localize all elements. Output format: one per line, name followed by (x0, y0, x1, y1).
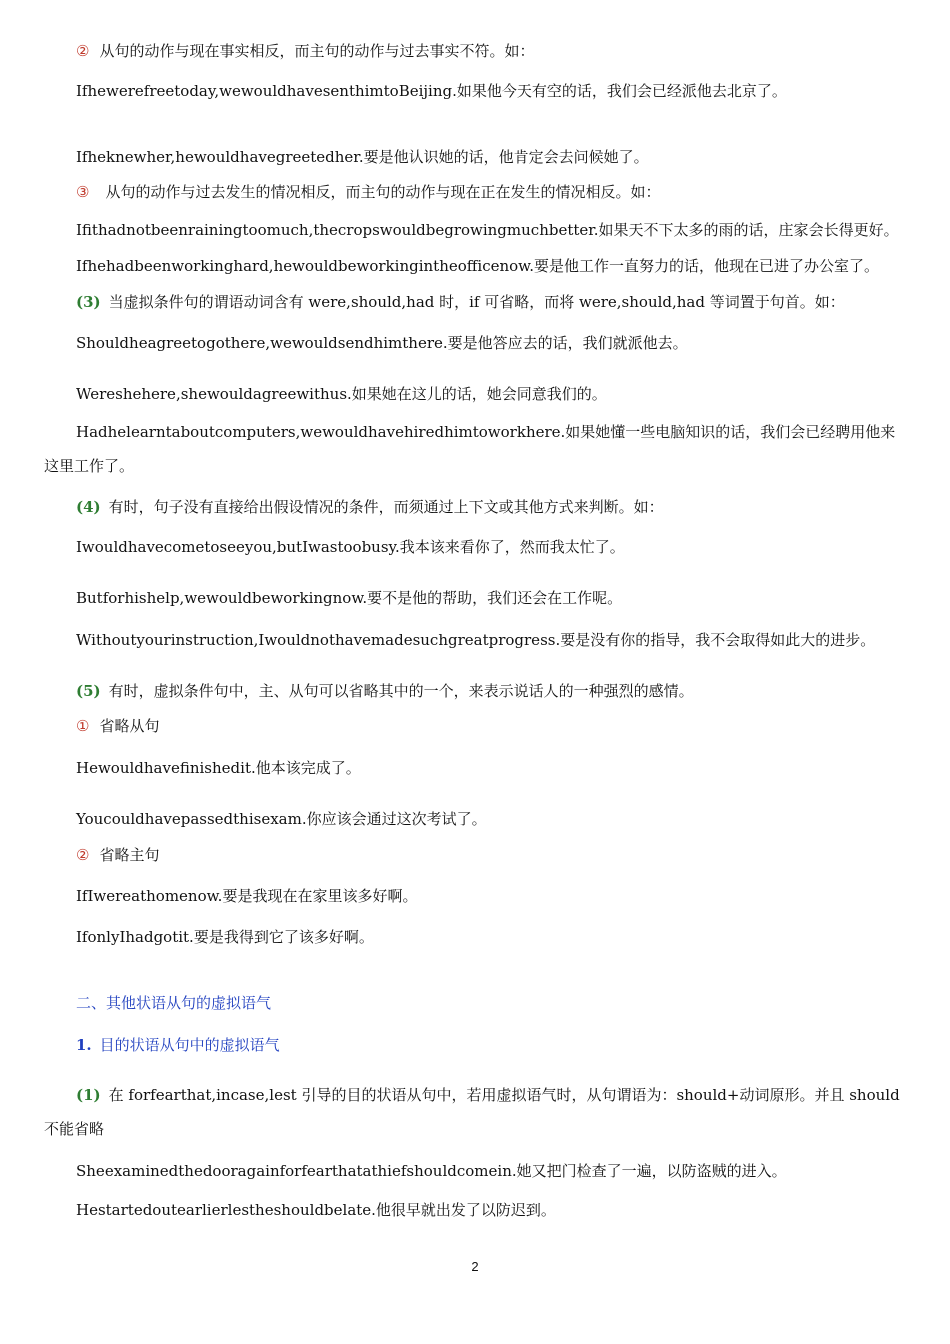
subpoint-3 (76, 182, 910, 202)
rule-5 (76, 681, 910, 701)
example-sentence: IfIwereathomenow.要是我现在在家里该多好啊。 (76, 887, 418, 905)
rule-3 (76, 292, 910, 312)
subpoint-1 (76, 716, 910, 736)
paragraph-text: 有时，句子没有直接给出假设情况的条件，而须通过上下文或其他方式来判断。如： (108, 498, 664, 516)
example-sentence: Wereshehere,shewouldagreewithus.如果她在这儿的话，她会同意我们的。 (76, 385, 607, 403)
example-sentence: Sheexaminedthedooragainforfearthatathiefshouldcomein.她又把门检查了一遍，以防盗贼的进入。 (76, 1162, 787, 1180)
paragraph-text: 从句的动作与过去发生的情况相反，而主句的动作与现在正在发生的情况相反。如： (105, 183, 661, 201)
example-sentence: Ifhewerefreetoday,wewouldhavesenthimtoBeijing.如果他今天有空的话，我们会已经派他去北京了。 (76, 82, 787, 100)
circled-number: ② (76, 846, 90, 864)
section-heading: 二、其他状语从句的虚拟语气 (76, 994, 272, 1012)
example-sentence: Shouldheagreetogothere,wewouldsendhimthere.要是他答应去的话，我们就派他去。 (76, 334, 688, 352)
paragraph-text: 省略从句 (99, 717, 160, 735)
example-sentence: Butforhishelp,wewouldbeworkingnow.要不是他的帮助，我们还会在工作呢。 (76, 589, 623, 607)
example-sentence: Hadhelearntaboutcomputers,wewouldhavehiredhimtoworkhere.如果她懂一些电脑知识的话，我们会已经聘用他来这里工作了。 (44, 423, 896, 475)
circled-number: ③ (76, 183, 90, 201)
example-sentence: Withoutyourinstruction,Iwouldnothavemadesuchgreatprogress.要是没有你的指导，我不会取得如此大的进步。 (76, 631, 876, 649)
rule-number: (5) (76, 682, 101, 700)
subpoint-2 (76, 845, 910, 865)
page-number: 2 (471, 1259, 479, 1274)
paragraph-text: 当虚拟条件句的谓语动词含有 were,should,had 时，if 可省略，而将 were,should,had 等词置于句首。如： (108, 293, 845, 311)
circled-number: ① (76, 717, 90, 735)
example-sentence: Ifithadnotbeenrainingtoomuch,thecropswouldbegrowingmuchbetter.如果天不下太多的雨的话，庄家会长得更好。 (76, 221, 899, 239)
heading-number: 1. (76, 1036, 92, 1054)
paragraph-text: 在 forfearthat,incase,lest 引导的目的状语从句中，若用虚拟语气时，从句谓语为：should+动词原形。并且 should 不能省略 (44, 1086, 900, 1138)
heading-text: 目的状语从句中的虚拟语气 (99, 1036, 280, 1054)
example-sentence: Hewouldhavefinishedit.他本该完成了。 (76, 759, 361, 777)
rule-1 (44, 1078, 910, 1146)
example-sentence: Ifhehadbeenworkinghard,hewouldbeworkingintheofficenow.要是他工作一直努力的话，他现在已进了办公室了。 (76, 257, 880, 275)
example-sentence: Iwouldhavecometoseeyou,butIwastoobusy.我本该来看你了，然而我太忙了。 (76, 538, 625, 556)
subsection-heading (76, 1035, 910, 1055)
paragraph-text: 从句的动作与现在事实相反，而主句的动作与过去事实不符。如： (99, 42, 535, 60)
example-sentence: IfonlyIhadgotit.要是我得到它了该多好啊。 (76, 928, 374, 946)
paragraph-text: 省略主句 (99, 846, 160, 864)
paragraph-text: 有时，虚拟条件句中，主、从句可以省略其中的一个，来表示说话人的一种强烈的感情。 (108, 682, 694, 700)
subpoint-2 (76, 41, 910, 61)
example-sentence: Youcouldhavepassedthisexam.你应该会通过这次考试了。 (76, 810, 487, 828)
example-sentence: Ifheknewher,hewouldhavegreetedher.要是他认识她的话，他肯定会去问候她了。 (76, 148, 649, 166)
rule-number: (3) (76, 293, 101, 311)
rule-number: (4) (76, 498, 101, 516)
rule-number: (1) (76, 1086, 101, 1104)
example-sentence: Hestartedoutearlierlestheshouldbelate.他很早就出发了以防迟到。 (76, 1201, 556, 1219)
rule-4 (76, 497, 910, 517)
circled-number: ② (76, 42, 90, 60)
